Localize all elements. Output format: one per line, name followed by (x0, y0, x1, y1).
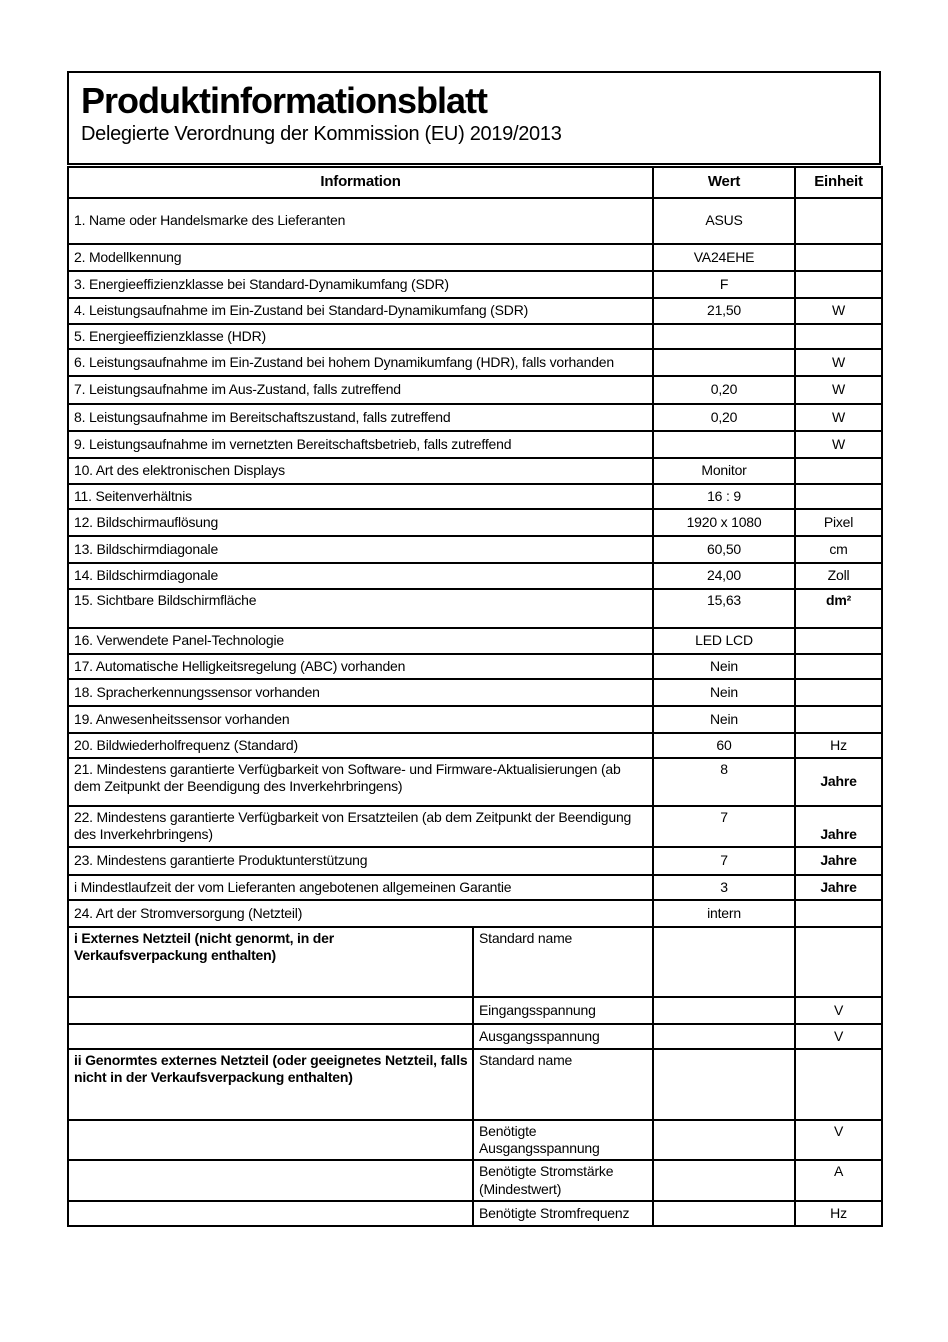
value-cell: 24,00 (653, 563, 795, 589)
info-label-cell (68, 1201, 473, 1226)
info-label-cell: i Externes Netzteil (nicht genormt, in der Verkaufsverpackung enthalten) (68, 927, 473, 997)
value-cell: VA24EHE (653, 244, 795, 271)
unit-cell (795, 324, 882, 349)
value-cell: LED LCD (653, 628, 795, 654)
table-row (68, 806, 882, 847)
column-header-einheit: Einheit (795, 167, 882, 198)
unit-cell: W (795, 349, 882, 376)
info-label-cell: 19. Anwesenheitssensor vorhanden (68, 706, 653, 733)
info-sublabel-cell: Eingangsspannung (473, 997, 653, 1024)
info-label-cell: 2. Modellkennung (68, 244, 653, 271)
unit-cell: W (795, 376, 882, 404)
unit-cell: Jahre (795, 875, 882, 900)
table-row (68, 431, 882, 458)
info-label-cell: 1. Name oder Handelsmarke des Lieferanten (68, 198, 653, 244)
info-label-cell: 6. Leistungsaufnahme im Ein-Zustand bei hohem Dynamikumfang (HDR), falls vorhanden (68, 349, 653, 376)
unit-cell (795, 458, 882, 484)
column-header-information: Information (68, 167, 653, 198)
info-sublabel-cell: Standard name (473, 927, 653, 997)
value-cell: 3 (653, 875, 795, 900)
value-cell: 8 (653, 758, 795, 806)
info-sublabel-cell: Standard name (473, 1049, 653, 1120)
value-cell: 21,50 (653, 298, 795, 324)
value-cell: ASUS (653, 198, 795, 244)
table-row (68, 324, 882, 349)
unit-cell: Jahre (795, 847, 882, 875)
unit-cell: A (795, 1160, 882, 1201)
unit-cell (795, 198, 882, 244)
unit-cell: dm² (795, 589, 882, 628)
value-cell: 60,50 (653, 536, 795, 563)
table-row (68, 900, 882, 927)
table-row (68, 198, 882, 244)
value-cell (653, 927, 795, 997)
value-cell: 7 (653, 847, 795, 875)
unit-cell: cm (795, 536, 882, 563)
unit-cell: V (795, 1024, 882, 1049)
info-label-cell: 9. Leistungsaufnahme im vernetzten Bereitschaftsbetrieb, falls zutreffend (68, 431, 653, 458)
info-label-cell: 3. Energieeffizienzklasse bei Standard-Dynamikumfang (SDR) (68, 271, 653, 298)
unit-cell: Zoll (795, 563, 882, 589)
document-header (67, 71, 881, 165)
table-row (68, 509, 882, 536)
value-cell: Nein (653, 706, 795, 733)
info-label-cell: 17. Automatische Helligkeitsregelung (ABC) vorhanden (68, 654, 653, 679)
product-information-sheet (67, 71, 881, 1227)
info-label-cell: 18. Spracherkennungssensor vorhanden (68, 679, 653, 706)
table-row (68, 706, 882, 733)
document-subtitle: Delegierte Verordnung der Kommission (EU) 2019/2013 (81, 123, 562, 146)
info-label-cell (68, 997, 473, 1024)
table-row (68, 458, 882, 484)
value-cell: Monitor (653, 458, 795, 484)
table-row (68, 563, 882, 589)
info-label-cell: 22. Mindestens garantierte Verfügbarkeit von Ersatzteilen (ab dem Zeitpunkt der Beendigung des Inverkehrbringens) (68, 806, 653, 847)
table-header-row (68, 167, 882, 198)
value-cell (653, 1024, 795, 1049)
unit-cell: Pixel (795, 509, 882, 536)
table-row (68, 733, 882, 758)
unit-cell: V (795, 997, 882, 1024)
table-row (68, 1120, 882, 1161)
info-label-cell: 14. Bildschirmdiagonale (68, 563, 653, 589)
unit-cell (795, 927, 882, 997)
unit-cell (795, 484, 882, 509)
unit-cell: Jahre (795, 806, 882, 847)
info-label-cell: 15. Sichtbare Bildschirmfläche (68, 589, 653, 628)
value-cell: 0,20 (653, 404, 795, 431)
table-row (68, 536, 882, 563)
unit-cell: Hz (795, 733, 882, 758)
value-cell (653, 997, 795, 1024)
info-label-cell (68, 1024, 473, 1049)
info-sublabel-cell: Benötigte Stromfrequenz (473, 1201, 653, 1226)
info-label-cell: 16. Verwendete Panel-Technologie (68, 628, 653, 654)
info-label-cell: i Mindestlaufzeit der vom Lieferanten angebotenen allgemeinen Garantie (68, 875, 653, 900)
table-row (68, 484, 882, 509)
value-cell (653, 349, 795, 376)
product-info-table (67, 166, 883, 1227)
info-label-cell (68, 1160, 473, 1201)
unit-cell: Hz (795, 1201, 882, 1226)
table-row (68, 628, 882, 654)
table-row (68, 404, 882, 431)
value-cell: 1920 x 1080 (653, 509, 795, 536)
table-row (68, 997, 882, 1024)
info-label-cell: 24. Art der Stromversorgung (Netzteil) (68, 900, 653, 927)
info-label-cell: 21. Mindestens garantierte Verfügbarkeit von Software- und Firmware-Aktualisierungen (ab dem Zeitpunkt der Beendigung des Inverkehrbringens) (68, 758, 653, 806)
info-label-cell: 23. Mindestens garantierte Produktunterstützung (68, 847, 653, 875)
table-row (68, 654, 882, 679)
value-cell (653, 1201, 795, 1226)
unit-cell (795, 706, 882, 733)
info-label-cell: 5. Energieeffizienzklasse (HDR) (68, 324, 653, 349)
table-row (68, 349, 882, 376)
unit-cell (795, 900, 882, 927)
value-cell: 60 (653, 733, 795, 758)
value-cell (653, 1160, 795, 1201)
value-cell (653, 1120, 795, 1161)
value-cell: Nein (653, 654, 795, 679)
unit-cell (795, 628, 882, 654)
table-row (68, 679, 882, 706)
table-row (68, 589, 882, 628)
table-row (68, 271, 882, 298)
unit-cell: W (795, 431, 882, 458)
table-row (68, 1024, 882, 1049)
value-cell (653, 431, 795, 458)
info-label-cell: 7. Leistungsaufnahme im Aus-Zustand, falls zutreffend (68, 376, 653, 404)
unit-cell (795, 271, 882, 298)
info-sublabel-cell: Benötigte Stromstärke (Mindestwert) (473, 1160, 653, 1201)
column-header-wert: Wert (653, 167, 795, 198)
info-label-cell: ii Genormtes externes Netzteil (oder geeignetes Netzteil, falls nicht in der Verkaufsverpackung enthalten) (68, 1049, 473, 1120)
unit-cell: V (795, 1120, 882, 1161)
unit-cell (795, 1049, 882, 1120)
info-label-cell: 4. Leistungsaufnahme im Ein-Zustand bei Standard-Dynamikumfang (SDR) (68, 298, 653, 324)
table-row (68, 376, 882, 404)
table-row (68, 927, 882, 997)
table-row (68, 847, 882, 875)
info-label-cell: 13. Bildschirmdiagonale (68, 536, 653, 563)
table-row (68, 1049, 882, 1120)
value-cell: 0,20 (653, 376, 795, 404)
table-row (68, 1201, 882, 1226)
unit-cell: W (795, 298, 882, 324)
table-row (68, 875, 882, 900)
unit-cell (795, 244, 882, 271)
table-row (68, 758, 882, 806)
table-row (68, 1160, 882, 1201)
value-cell (653, 324, 795, 349)
info-sublabel-cell: Ausgangsspannung (473, 1024, 653, 1049)
unit-cell (795, 654, 882, 679)
value-cell: Nein (653, 679, 795, 706)
table-row (68, 298, 882, 324)
value-cell: 15,63 (653, 589, 795, 628)
value-cell (653, 1049, 795, 1120)
value-cell: 16 : 9 (653, 484, 795, 509)
info-label-cell: 8. Leistungsaufnahme im Bereitschaftszustand, falls zutreffend (68, 404, 653, 431)
value-cell: F (653, 271, 795, 298)
info-table-body (68, 198, 882, 1226)
info-label-cell: 10. Art des elektronischen Displays (68, 458, 653, 484)
unit-cell (795, 679, 882, 706)
info-label-cell: 11. Seitenverhältnis (68, 484, 653, 509)
info-sublabel-cell: Benötigte Ausgangsspannung (473, 1120, 653, 1161)
value-cell: 7 (653, 806, 795, 847)
info-label-cell: 12. Bildschirmauflösung (68, 509, 653, 536)
value-cell: intern (653, 900, 795, 927)
document-title: Produktinformationsblatt (81, 80, 487, 121)
table-row (68, 244, 882, 271)
info-label-cell (68, 1120, 473, 1161)
unit-cell: Jahre (795, 758, 882, 806)
unit-cell: W (795, 404, 882, 431)
info-label-cell: 20. Bildwiederholfrequenz (Standard) (68, 733, 653, 758)
